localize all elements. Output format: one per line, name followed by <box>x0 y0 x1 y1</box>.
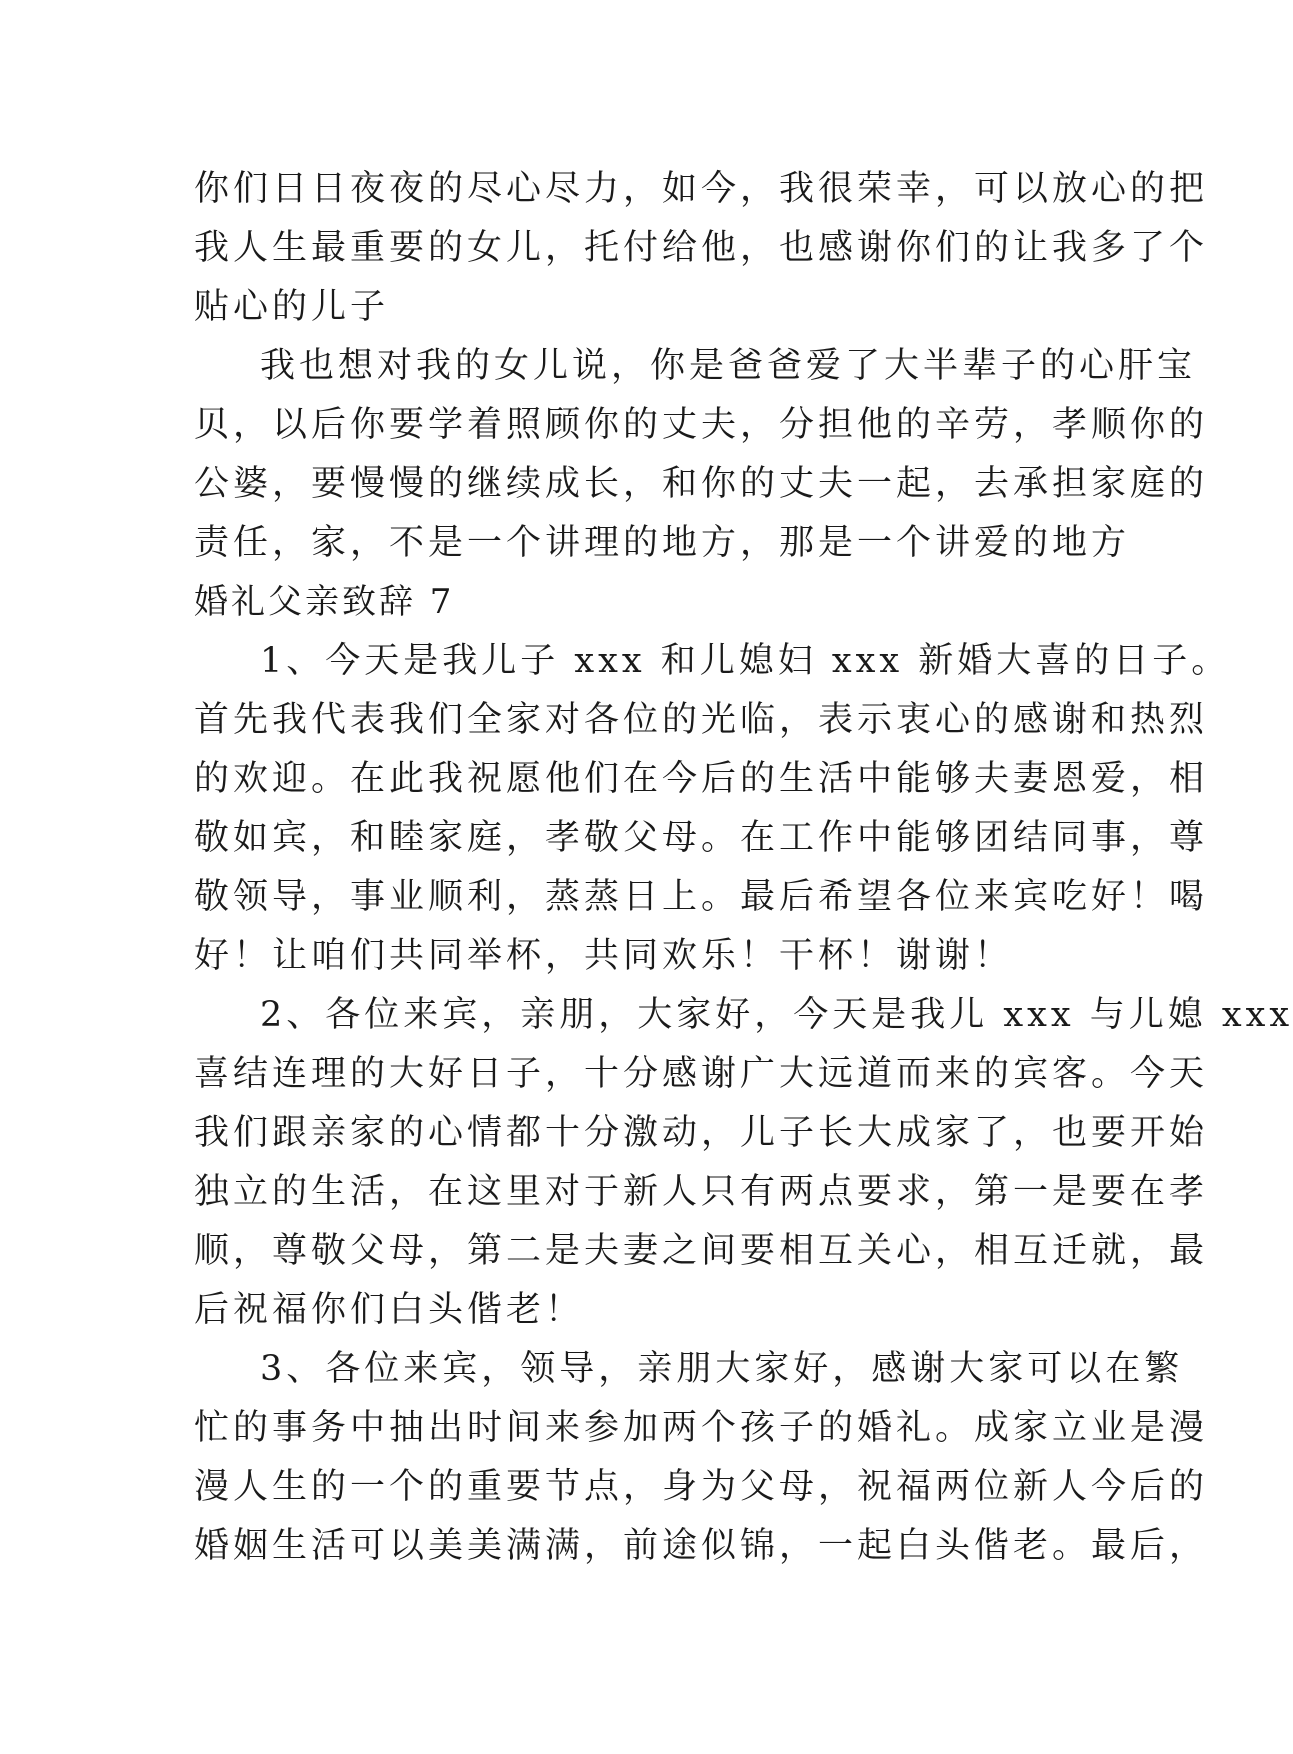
section-heading: 婚礼父亲致辞 7 <box>194 582 455 622</box>
text-line: 首先我代表我们全家对各位的光临，表示衷心的感谢和热烈 <box>194 700 1209 740</box>
text-line: 喜结连理的大好日子，十分感谢广大远道而来的宾客。今天 <box>194 1054 1209 1094</box>
text-line: 的欢迎。在此我祝愿他们在今后的生活中能够夫妻恩爱，相 <box>194 759 1209 799</box>
text-line: 忙的事务中抽出时间来参加两个孩子的婚礼。成家立业是漫 <box>194 1408 1209 1448</box>
text-line: 贴心的儿子 <box>194 287 390 327</box>
paragraph-start-line: 我也想对我的女儿说，你是爸爸爱了大半辈子的心肝宝 <box>260 346 1197 386</box>
text-line: 后祝福你们白头偕老！ <box>194 1290 585 1330</box>
text-line: 独立的生活，在这里对于新人只有两点要求，第一是要在孝 <box>194 1172 1209 1212</box>
paragraph-start-line: 2、各位来宾，亲朋，大家好，今天是我儿 xxx 与儿媳 xxx <box>260 995 1293 1035</box>
text-line: 敬领导，事业顺利，蒸蒸日上。最后希望各位来宾吃好！喝 <box>194 877 1209 917</box>
text-line: 好！让咱们共同举杯，共同欢乐！干杯！谢谢！ <box>194 936 1014 976</box>
paragraph-start-line: 1、今天是我儿子 xxx 和儿媳妇 xxx 新婚大喜的日子。 <box>260 641 1231 681</box>
text-line: 公婆，要慢慢的继续成长，和你的丈夫一起，去承担家庭的 <box>194 464 1209 504</box>
paragraph-start-line: 3、各位来宾，领导，亲朋大家好，感谢大家可以在繁 <box>260 1349 1184 1389</box>
text-line: 我人生最重要的女儿，托付给他，也感谢你们的让我多了个 <box>194 228 1209 268</box>
text-line: 顺，尊敬父母，第二是夫妻之间要相互关心，相互迁就，最 <box>194 1231 1209 1271</box>
text-line: 我们跟亲家的心情都十分激动，儿子长大成家了，也要开始 <box>194 1113 1209 1153</box>
text-line: 贝，以后你要学着照顾你的丈夫，分担他的辛劳，孝顺你的 <box>194 405 1209 445</box>
document-body <box>194 160 1293 1576</box>
text-line: 漫人生的一个的重要节点，身为父母，祝福两位新人今后的 <box>194 1467 1209 1507</box>
text-line: 责任，家，不是一个讲理的地方，那是一个讲爱的地方 <box>194 523 1131 563</box>
text-line: 你们日日夜夜的尽心尽力，如今，我很荣幸，可以放心的把 <box>194 169 1209 209</box>
text-line: 婚姻生活可以美美满满，前途似锦，一起白头偕老。最后， <box>194 1526 1209 1566</box>
text-line: 敬如宾，和睦家庭，孝敬父母。在工作中能够团结同事，尊 <box>194 818 1209 858</box>
